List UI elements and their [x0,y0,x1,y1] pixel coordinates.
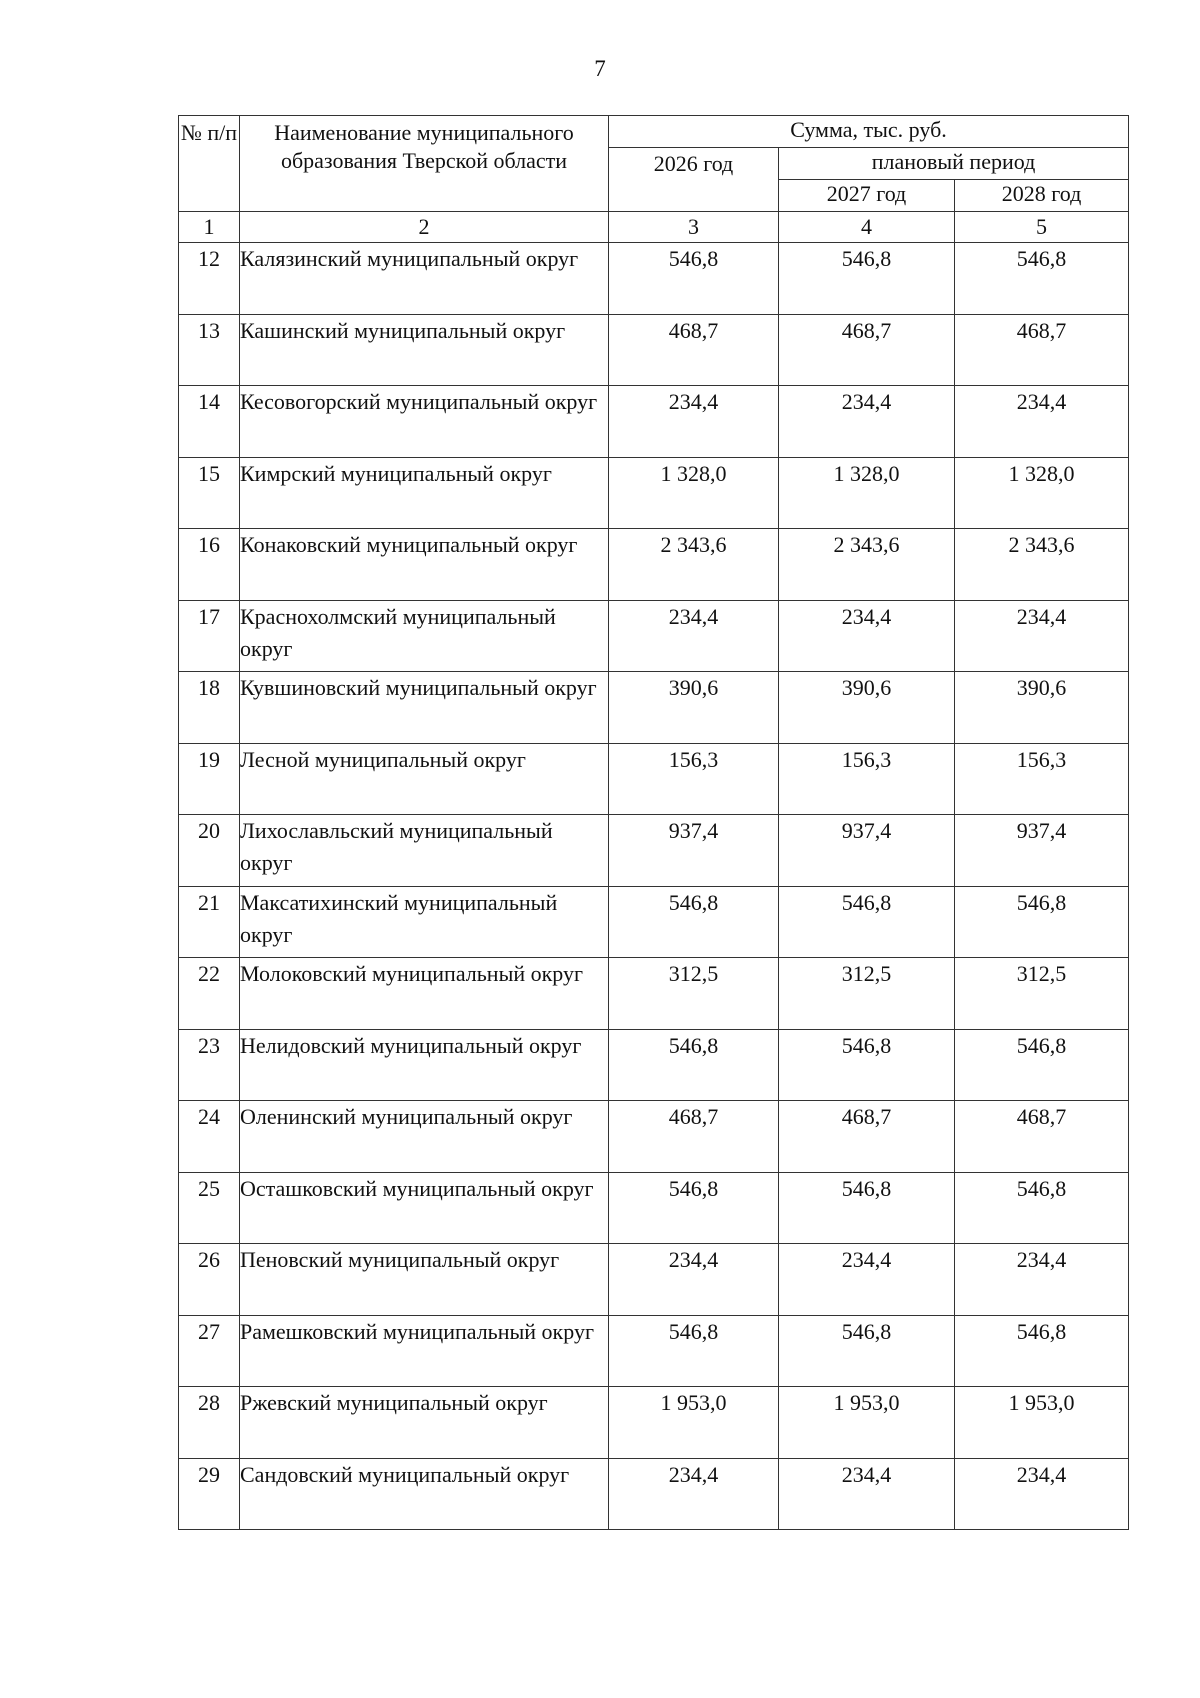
municipality-name: Конаковский муниципальный округ [240,529,609,601]
amount-2028: 546,8 [955,1029,1129,1101]
amount-2027: 234,4 [779,386,955,458]
amount-2028: 390,6 [955,672,1129,744]
municipality-name: Кимрский муниципальный округ [240,457,609,529]
table-row [179,1029,1129,1101]
amount-2026: 468,7 [609,314,779,386]
table-row [179,672,1129,744]
table-row [179,1315,1129,1387]
table-row [179,457,1129,529]
amount-2028: 234,4 [955,600,1129,672]
amount-2027: 468,7 [779,314,955,386]
column-number: 1 [179,212,240,243]
table-row [179,600,1129,672]
row-number: 18 [179,672,240,744]
table-row [179,529,1129,601]
amount-2028: 546,8 [955,1172,1129,1244]
header-2026: 2026 год [609,148,779,212]
amount-2026: 937,4 [609,815,779,887]
table-row [179,1101,1129,1173]
table-row [179,1387,1129,1459]
amount-2027: 546,8 [779,1029,955,1101]
amount-2027: 546,8 [779,1172,955,1244]
municipality-name: Максатихинский муниципальный округ [240,886,609,958]
amount-2028: 234,4 [955,386,1129,458]
amount-2028: 468,7 [955,314,1129,386]
row-number: 16 [179,529,240,601]
municipality-name: Кувшиновский муниципальный округ [240,672,609,744]
amount-2026: 1 953,0 [609,1387,779,1459]
column-number: 5 [955,212,1129,243]
header-2028: 2028 год [955,180,1129,212]
column-numbers-row [179,212,1129,243]
amount-2027: 234,4 [779,600,955,672]
row-number: 22 [179,958,240,1030]
header-row-1 [179,116,1129,148]
amount-2026: 468,7 [609,1101,779,1173]
amount-2026: 390,6 [609,672,779,744]
row-number: 13 [179,314,240,386]
row-number: 24 [179,1101,240,1173]
table-row [179,886,1129,958]
header-2027: 2027 год [779,180,955,212]
municipality-name: Лихославльский муниципальный округ [240,815,609,887]
table-row [179,815,1129,887]
amount-2027: 468,7 [779,1101,955,1173]
amount-2028: 156,3 [955,743,1129,815]
municipality-name: Сандовский муниципальный округ [240,1458,609,1530]
amount-2027: 234,4 [779,1244,955,1316]
amount-2026: 1 328,0 [609,457,779,529]
row-number: 23 [179,1029,240,1101]
amount-2028: 546,8 [955,243,1129,315]
municipality-name: Нелидовский муниципальный округ [240,1029,609,1101]
row-number: 19 [179,743,240,815]
header-num: № п/п [179,116,240,212]
municipality-name: Калязинский муниципальный округ [240,243,609,315]
amount-2026: 546,8 [609,243,779,315]
amount-2026: 546,8 [609,1029,779,1101]
column-number: 4 [779,212,955,243]
amount-2026: 2 343,6 [609,529,779,601]
municipality-name: Молоковский муниципальный округ [240,958,609,1030]
amount-2028: 1 953,0 [955,1387,1129,1459]
table-row [179,1172,1129,1244]
row-number: 17 [179,600,240,672]
column-number: 2 [240,212,609,243]
municipality-name: Краснохолмский муниципальный округ [240,600,609,672]
amount-2026: 312,5 [609,958,779,1030]
amount-2026: 234,4 [609,1458,779,1530]
row-number: 29 [179,1458,240,1530]
amount-2028: 1 328,0 [955,457,1129,529]
row-number: 14 [179,386,240,458]
amount-2028: 234,4 [955,1244,1129,1316]
municipality-name: Кесовогорский муниципальный округ [240,386,609,458]
amount-2027: 546,8 [779,1315,955,1387]
row-number: 26 [179,1244,240,1316]
amount-2027: 546,8 [779,886,955,958]
amount-2028: 2 343,6 [955,529,1129,601]
amount-2028: 546,8 [955,1315,1129,1387]
municipality-name: Лесной муниципальный округ [240,743,609,815]
table-row [179,1458,1129,1530]
amount-2027: 1 953,0 [779,1387,955,1459]
page-number: 7 [594,56,606,81]
amount-2027: 937,4 [779,815,955,887]
municipality-name: Ржевский муниципальный округ [240,1387,609,1459]
table-row [179,314,1129,386]
amount-2027: 234,4 [779,1458,955,1530]
row-number: 15 [179,457,240,529]
amount-2028: 937,4 [955,815,1129,887]
amount-2028: 468,7 [955,1101,1129,1173]
row-number: 21 [179,886,240,958]
amount-2028: 312,5 [955,958,1129,1030]
amount-2028: 546,8 [955,886,1129,958]
budget-table [178,115,1129,1530]
amount-2026: 234,4 [609,1244,779,1316]
table-row [179,958,1129,1030]
municipality-name: Осташковский муниципальный округ [240,1172,609,1244]
amount-2027: 546,8 [779,243,955,315]
amount-2026: 156,3 [609,743,779,815]
amount-2027: 390,6 [779,672,955,744]
amount-2026: 546,8 [609,1172,779,1244]
row-number: 12 [179,243,240,315]
table-row [179,743,1129,815]
municipality-name: Рамешковский муниципальный округ [240,1315,609,1387]
amount-2026: 546,8 [609,886,779,958]
municipality-name: Кашинский муниципальный округ [240,314,609,386]
amount-2027: 1 328,0 [779,457,955,529]
row-number: 25 [179,1172,240,1244]
row-number: 20 [179,815,240,887]
header-sum: Сумма, тыс. руб. [609,116,1129,148]
table-row [179,243,1129,315]
header-name: Наименование муниципального образования Тверской области [240,116,609,212]
table-row [179,1244,1129,1316]
amount-2027: 156,3 [779,743,955,815]
column-number: 3 [609,212,779,243]
row-number: 27 [179,1315,240,1387]
amount-2026: 234,4 [609,600,779,672]
municipality-name: Пеновский муниципальный округ [240,1244,609,1316]
amount-2027: 312,5 [779,958,955,1030]
amount-2027: 2 343,6 [779,529,955,601]
header-planned-period: плановый период [779,148,1129,180]
row-number: 28 [179,1387,240,1459]
amount-2028: 234,4 [955,1458,1129,1530]
amount-2026: 546,8 [609,1315,779,1387]
amount-2026: 234,4 [609,386,779,458]
municipality-name: Оленинский муниципальный округ [240,1101,609,1173]
table-row [179,386,1129,458]
